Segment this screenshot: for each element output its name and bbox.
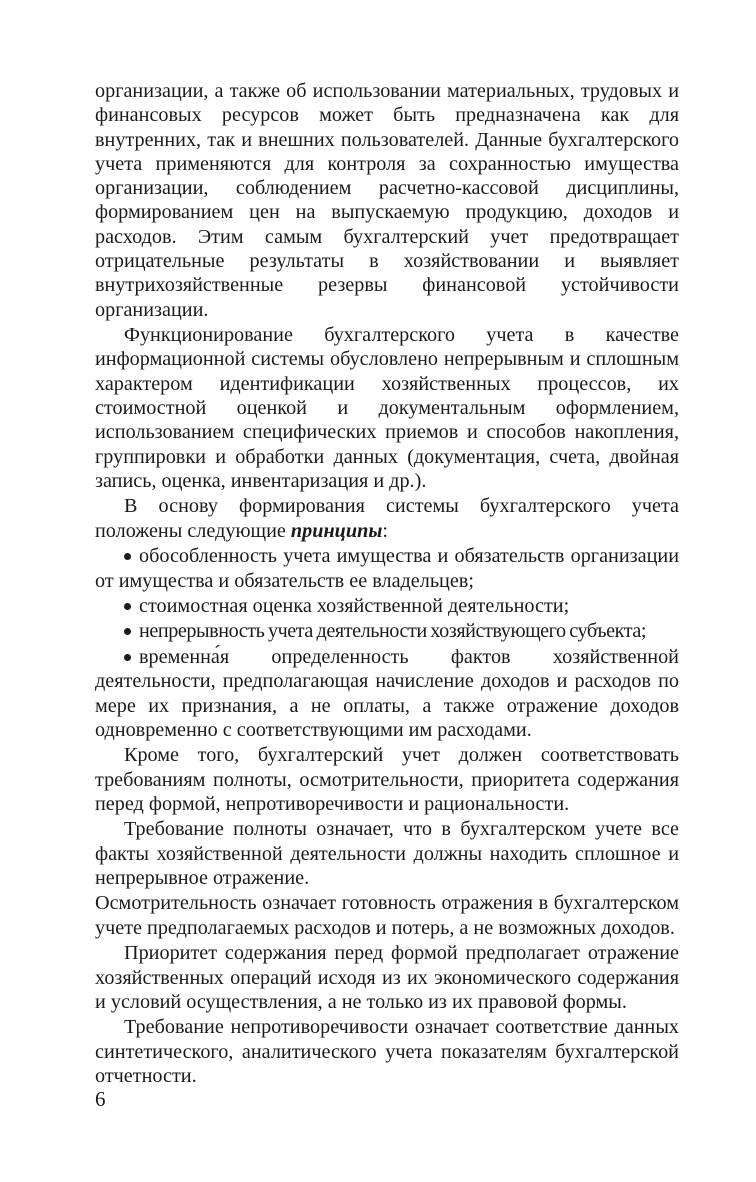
list-item-text: стоимостная оценка хозяйственной деятельности; (139, 594, 570, 617)
bullet-icon (124, 619, 139, 643)
bullet-icon (124, 544, 139, 568)
bullet-icon (124, 594, 139, 618)
paragraph-principles-intro (95, 494, 679, 543)
paragraph-continuation: организации, а также об использовании материальных, трудовых и финансовых ресурсов может быть предназначена как для внутренних, так и внешних пользователей. Данные бухгалтерского учета применяются для контроля за сохранностью имущества организации, соблюдением расчетно-кассовой дисциплины, формированием цен на выпускаемую продукцию, доходов и расходов. Этим самым бухгалтерский учет предотвращает отрицательные результаты в хозяйствовании и выявляет внутрихозяйственные резервы финансовой устойчивости организации. (95, 80, 679, 321)
principles-list (95, 544, 679, 742)
paragraph-substance-over-form: Приоритет содержания перед формой предполагает отражение хозяйственных операций исходя из их экономического содержания и условий осуществления, а не только из их правовой формы. (95, 942, 679, 1013)
paragraph-consistency: Требование непротиворечивости означает соответствие данных синтетического, аналитического учета показателям бухгалтерской отчетности. (95, 1016, 679, 1087)
page-number: 6 (95, 1087, 106, 1111)
page-body (95, 79, 679, 1089)
paragraph-requirements: Кроме того, бухгалтерский учет должен соответствовать требованиям полноты, осмотрительности, приоритета содержания перед формой, непротиворечивости и рациональности. (95, 744, 679, 815)
list-item (95, 619, 679, 643)
paragraph-completeness: Требование полноты означает, что в бухгалтерском учете все факты хозяйственной деятельности должны находить сплошное и непрерывное отражение. (95, 818, 679, 889)
principles-intro-text: В основу формирования системы бухгалтерского учета положены следующие (95, 495, 679, 542)
list-item (95, 594, 679, 618)
list-item-text: временна́я определенность фактов хозяйственной деятельности, предполагающая начисление доходов и расходов по мере их признания, а не оплаты, а также отражение доходов одновременно с соответствующими им расходами. (95, 645, 679, 741)
principles-term: принципы (290, 519, 383, 542)
list-item-text: обособленность учета имущества и обязательств организации от имущества и обязательств ее владельцев; (95, 545, 679, 592)
paragraph-prudence: Осмотрительность означает готовность отражения в бухгалтерском учете предполагаемых расходов и потерь, а не возможных доходов. (95, 892, 679, 939)
principles-colon: : (382, 519, 388, 542)
paragraph-information-system: Функционирование бухгалтерского учета в качестве информационной системы обусловлено непрерывным и сплошным характером идентификации хозяйственных процессов, их стоимостной оценкой и документальным оформлением, использованием специфических приемов и способов накопления, группировки и обработки данных (документация, счета, двойная запись, оценка, инвентаризация и др.). (95, 324, 679, 492)
list-item (95, 645, 679, 742)
bullet-icon (124, 645, 139, 669)
list-item (95, 544, 679, 593)
list-item-text: непрерывность учета деятельности хозяйствующего субъекта; (139, 620, 647, 643)
